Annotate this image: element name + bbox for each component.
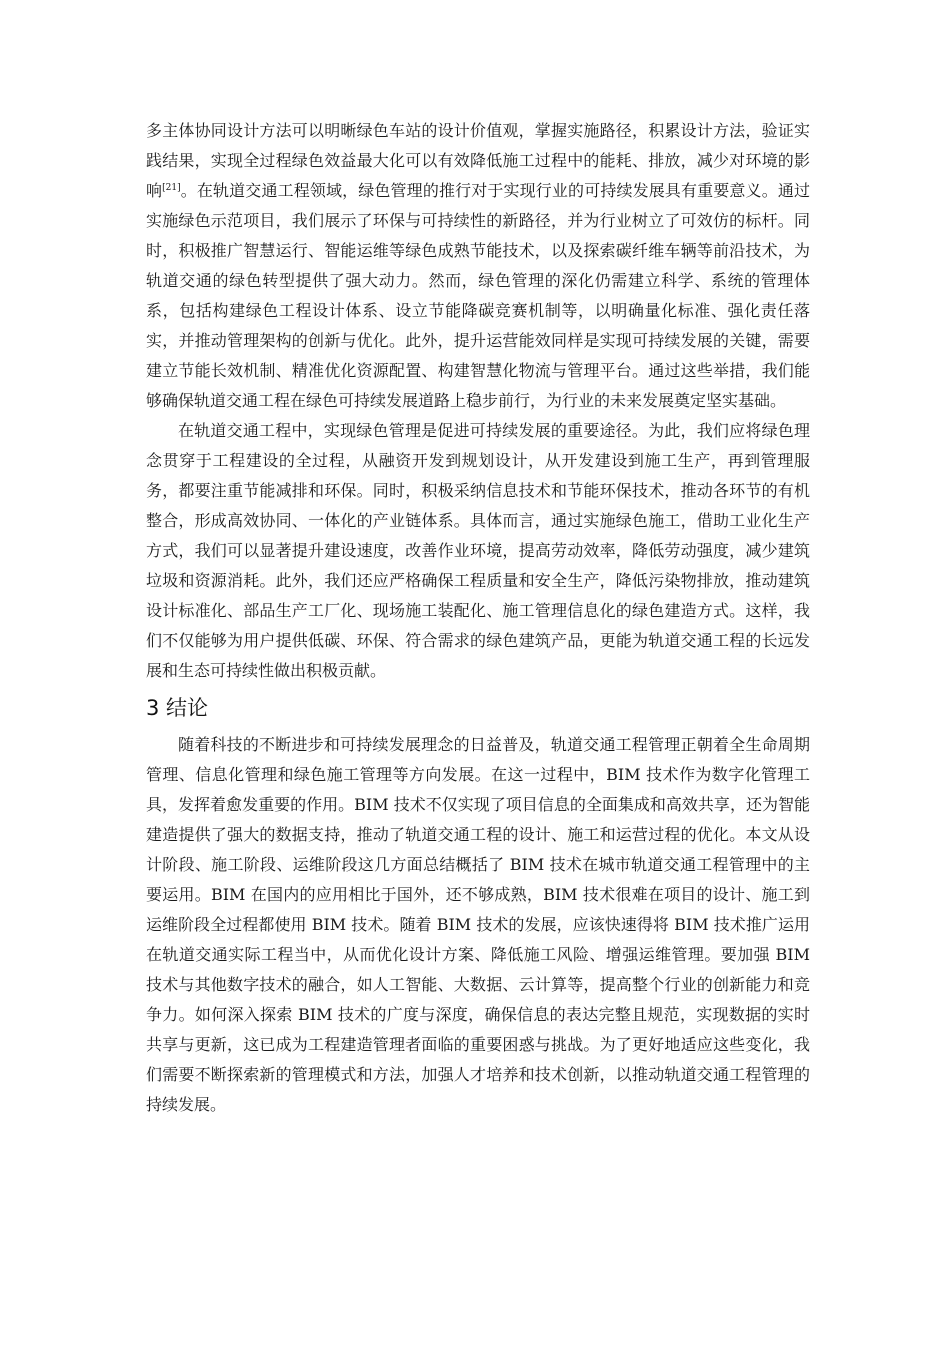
section-heading-conclusion: 3 结论 [146, 696, 209, 720]
paragraph-continued [146, 116, 810, 416]
body-text [146, 116, 810, 1120]
paragraph-conclusion: 随着科技的不断进步和可持续发展理念的日益普及，轨道交通工程管理正朝着全生命周期管理、信息化管理和绿色施工管理等方向发展。在这一过程中，BIM 技术作为数字化管理工具，发挥着愈发重要的作用。BIM 技术不仅实现了项目信息的全面集成和高效共享，还为智能建造提供了强大的数据支持，推动了轨道交通工程的设计、施工和运营过程的优化。本文从设计阶段、施工阶段、运维阶段这几方面总结概括了 BIM 技术在城市轨道交通工程管理中的主要运用。BIM 在国内的应用相比于国外，还不够成熟，BIM 技术很难在项目的设计、施工到运维阶段全过程都使用 BIM 技术。随着 BIM 技术的发展，应该快速得将 BIM 技术推广运用在轨道交通实际工程当中，从而优化设计方案、降低施工风险、增强运维管理。要加强 BIM 技术与其他数字技术的融合，如人工智能、大数据、云计算等，提高整个行业的创新能力和竞争力。如何深入探索 BIM 技术的广度与深度，确保信息的表达完整且规范，实现数据的实时共享与更新，这已成为工程建造管理者面临的重要困惑与挑战。为了更好地适应这些变化，我们需要不断探索新的管理模式和方法，加强人才培养和技术创新，以推动轨道交通工程管理的持续发展。 [146, 735, 810, 1114]
paragraph-text: 多主体协同设计方法可以明晰绿色车站的设计价值观，掌握实施路径，积累设计方法，验证实践结果，实现全过程绿色效益最大化可以有效降低施工过程中的能耗、排放，减少对环境的影响 [146, 121, 810, 200]
citation-reference: [21] [162, 183, 181, 193]
paragraph-green-management: 在轨道交通工程中，实现绿色管理是促进可持续发展的重要途径。为此，我们应将绿色理念贯穿于工程建设的全过程，从融资开发到规划设计，从开发建设到施工生产，再到管理服务，都要注重节能减排和环保。同时，积极采纳信息技术和节能环保技术，推动各环节的有机整合，形成高效协同、一体化的产业链体系。具体而言，通过实施绿色施工，借助工业化生产方式，我们可以显著提升建设速度，改善作业环境，提高劳动效率，降低劳动强度，减少建筑垃圾和资源消耗。此外，我们还应严格确保工程质量和安全生产，降低污染物排放，推动建筑设计标准化、部品生产工厂化、现场施工装配化、施工管理信息化的绿色建造方式。这样，我们不仅能够为用户提供低碳、环保、符合需求的绿色建筑产品，更能为轨道交通工程的长远发展和生态可持续性做出积极贡献。 [146, 421, 810, 680]
paragraph-text: 。在轨道交通工程领域，绿色管理的推行对于实现行业的可持续发展具有重要意义。通过实施绿色示范项目，我们展示了环保与可持续性的新路径，并为行业树立了可效仿的标杆。同时，积极推广智慧运行、智能运维等绿色成熟节能技术，以及探索碳纤维车辆等前沿技术，为轨道交通的绿色转型提供了强大动力。然而，绿色管理的深化仍需建立科学、系统的管理体系，包括构建绿色工程设计体系、设立节能降碳竞赛机制等，以明确量化标准、强化责任落实，并推动管理架构的创新与优化。此外，提升运营能效同样是实现可持续发展的关键，需要建立节能长效机制、精准优化资源配置、构建智慧化物流与管理平台。通过这些举措，我们能够确保轨道交通工程在绿色可持续发展道路上稳步前行，为行业的未来发展奠定坚实基础。 [146, 181, 810, 410]
